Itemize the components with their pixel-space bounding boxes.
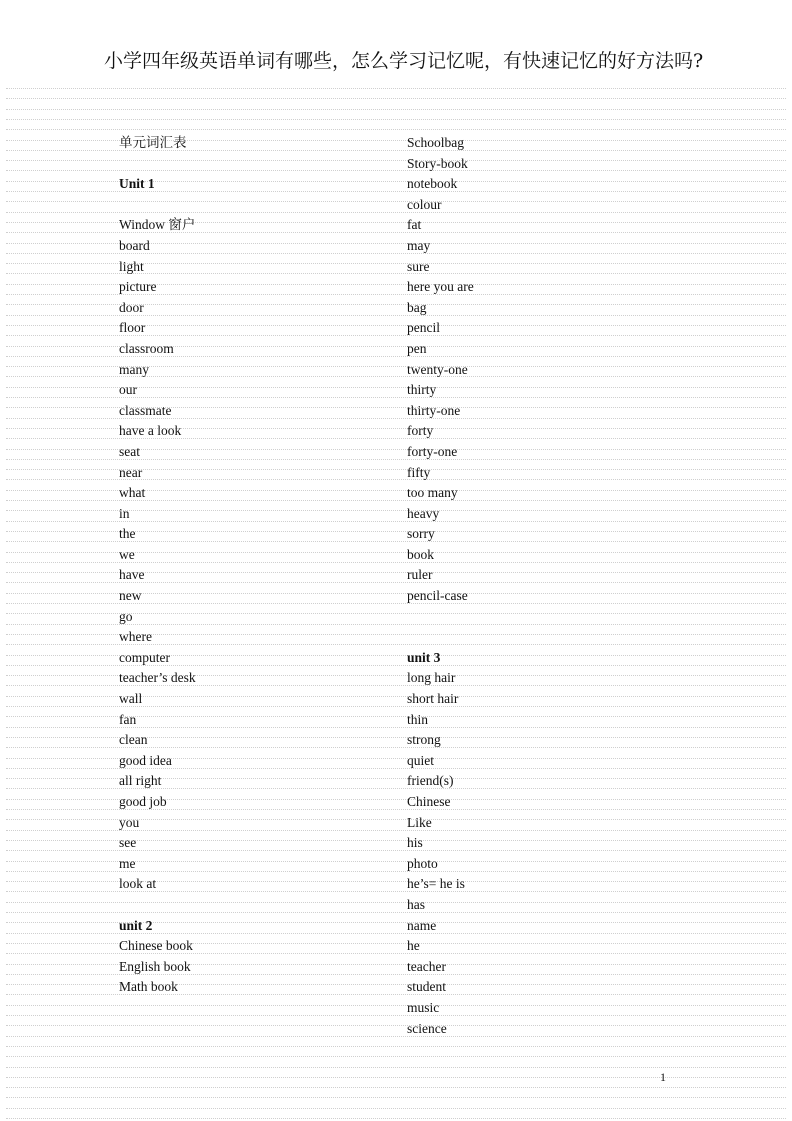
dotted-rule [6,1108,786,1109]
left-word [119,895,379,916]
dotted-rule [6,129,786,130]
left-word: have a look [119,423,182,439]
right-word: strong [407,732,441,748]
left-word: English book [119,958,191,974]
left-word: in [119,505,130,521]
right-word: Chinese [407,794,451,809]
right-word: pencil-case [407,588,468,604]
left-word: where [119,629,152,645]
left-word: new [119,588,142,604]
left-word: light [119,258,144,274]
right-word: Like [407,814,432,830]
left-word: teacher’s desk [119,670,196,686]
right-word: fat [407,217,422,233]
dotted-rule [6,1036,786,1037]
right-word: too many [407,485,458,501]
right-word: ruler [407,567,433,583]
left-word: we [119,546,135,562]
dotted-rule [6,1097,786,1098]
left-word: Chinese book [119,938,193,954]
left-word: floor [119,320,146,336]
dotted-rule [6,1025,786,1026]
left-word [119,154,379,175]
dotted-rule [6,1067,786,1068]
right-word: notebook [407,176,458,192]
right-word: twenty-one [407,361,468,377]
dotted-rule [6,1087,786,1088]
right-word: long hair [407,670,456,686]
dotted-rule [6,109,786,110]
page-number: 1 [660,1070,666,1084]
right-word: forty-one [407,443,458,459]
left-word: near [119,464,143,480]
right-word: pencil [407,320,440,336]
right-word: Schoolbag [407,135,464,150]
left-unit-heading: Unit 1 [119,176,155,192]
left-word: the [119,526,136,542]
left-word: good job [119,794,167,809]
right-word: name [407,917,437,933]
left-word: door [119,299,144,315]
right-word: pen [407,340,427,356]
right-word: fifty [407,464,431,480]
left-word: many [119,361,149,377]
left-word: classroom [119,340,174,356]
right-word: quiet [407,752,434,768]
right-word-column [407,133,667,1039]
right-word: teacher [407,958,446,974]
right-word: Story-book [407,155,468,171]
left-word [119,195,379,216]
right-word: thin [407,711,429,727]
left-word: me [119,855,136,871]
left-word: our [119,382,137,398]
dotted-rule [6,1046,786,1047]
right-word: science [407,1020,447,1036]
right-word [407,607,667,628]
dotted-rule [6,98,786,99]
left-word: 单元词汇表 [119,135,187,150]
right-word: colour [407,196,442,212]
left-word: Math book [119,979,178,995]
dotted-rule [6,1015,786,1016]
dotted-rule [6,1118,786,1119]
right-word: his [407,835,423,851]
right-word: thirty [407,382,437,398]
left-word-column [119,133,379,998]
right-word: forty [407,423,434,439]
right-word: photo [407,855,438,871]
page-title: 小学四年级英语单词有哪些，怎么学习记忆呢，有快速记忆的好方法吗? [104,50,704,72]
right-word: short hair [407,691,459,707]
left-word: all right [119,773,162,789]
left-word: picture [119,279,157,295]
right-word: thirty-one [407,402,461,418]
left-word: board [119,237,150,253]
right-word: book [407,546,434,562]
left-word: wall [119,691,143,707]
dotted-rule [6,1005,786,1006]
left-word: look at [119,876,157,892]
left-word: go [119,608,133,624]
right-word: student [407,979,446,995]
left-word: Window 窗户 [119,217,196,233]
left-word: seat [119,443,140,459]
right-word: here you are [407,279,474,295]
right-word: music [407,999,440,1015]
left-word: what [119,485,146,501]
right-word: he’s= he is [407,876,465,892]
left-word: have [119,567,145,583]
right-word: heavy [407,505,440,521]
left-word: see [119,835,137,851]
right-word: sorry [407,526,435,542]
right-word: bag [407,299,427,315]
dotted-rule [6,119,786,120]
left-word: you [119,814,140,830]
right-word: friend(s) [407,773,454,789]
dotted-rule [6,88,786,89]
right-word: has [407,896,425,912]
right-unit-heading: unit 3 [407,649,441,665]
right-word: he [407,938,420,954]
left-word: good idea [119,752,172,768]
right-word: sure [407,258,430,274]
dotted-rule [6,1077,786,1078]
left-word: computer [119,649,170,665]
left-word: classmate [119,402,172,418]
dotted-rule [6,1056,786,1057]
left-unit-heading: unit 2 [119,917,153,933]
left-word: clean [119,732,148,748]
right-word: may [407,237,431,253]
right-word [407,627,667,648]
left-word: fan [119,711,137,727]
